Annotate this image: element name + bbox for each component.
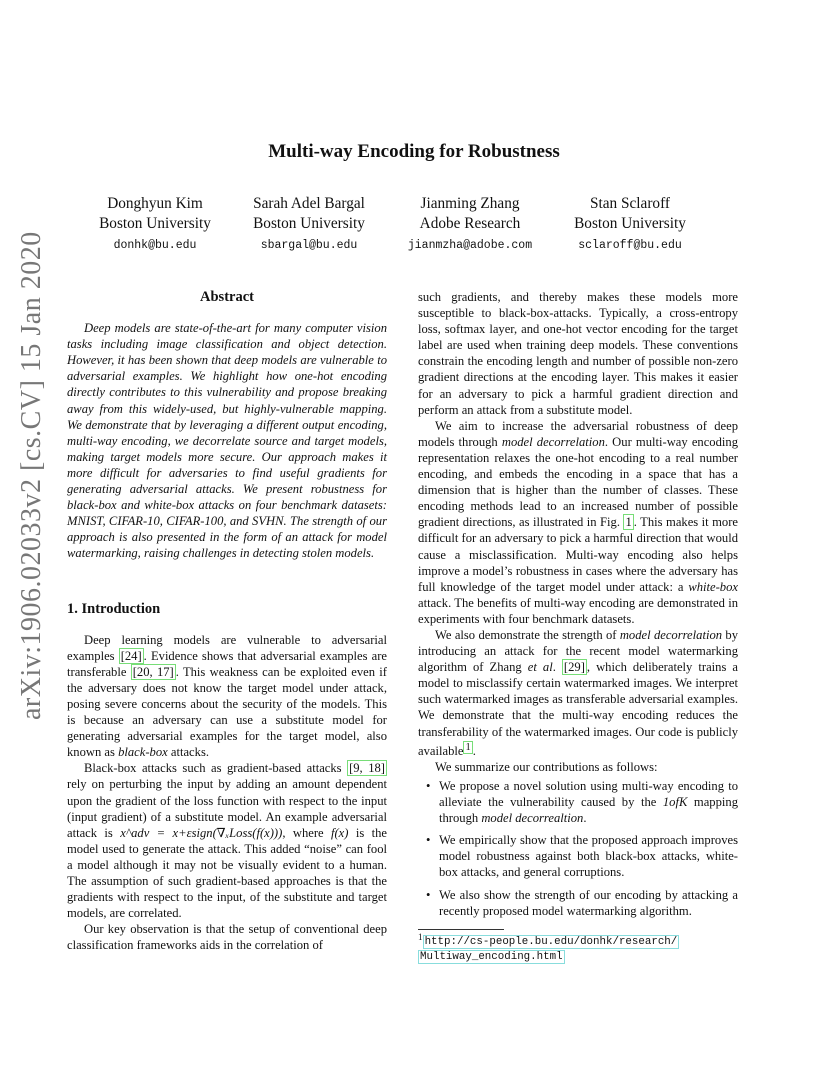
author-block [219,194,399,256]
author-name: Donghyun Kim [107,195,203,212]
intro-paragraph: We aim to increase the adversarial robustness of deep models through model decorrelation. Our multi-way encoding representation relaxes the one-hot encoding to a real number encoding, and embeds the encoding in a space that has a dimension that is higher than the number of classes. These encoding methods lead to an increased number of possible gradient directions, as illustrated in Fig. 1 . This makes it more difficult for an adversary to pick a harmful direction that would cause a misclassification. Multi-way encoding also helps improve a model’s robustness in cases where the adversary has full knowledge of the target model under attack: a white-box attack. The benefits of multi-way encoding are demonstrated in experiments with four benchmark datasets. [418,418,739,626]
author-block [540,194,720,256]
footnote-url[interactable]: http://cs-people.bu.edu/donhk/research/ [424,936,678,949]
footnote-url[interactable]: Multiway_encoding.html [420,951,563,964]
math-inline: x^adv = x+εsign(∇ₓLoss(f(x))) [120,825,283,840]
list-item: • We propose a novel solution using multi-way encoding to alleviate the vulnerability caused by the 1ofK mapping through model decorrealtion. [439,778,738,826]
citation-link[interactable]: [24] [120,648,142,663]
intro-paragraph: Black-box attacks such as gradient-based attacks [9, 18] rely on perturbing the input by adding an amount dependent upon the gradient of the loss function with respect to the input (input gradient) of a substitute model. An example adversarial attack is x^adv = x+εsign(∇ₓLoss(f(x))), where f(x) is the model used to generate the attack. This added “noise” can fool a model although it may not be visually evident to a human. The assumption of such gradient-based approaches is that the gradients with respect to the input, of the substitute and target models, are correlated. [67,761,387,921]
author-affiliation: Adobe Research [419,215,521,232]
contribution-list [418,778,738,919]
author-email: donhk@bu.edu [113,239,197,252]
author-name: Jianming Zhang [420,195,520,212]
abstract-heading: Abstract [200,289,254,305]
section-heading: 1. Introduction [67,600,161,617]
paper-title: Multi-way Encoding for Robustness [268,141,560,162]
arxiv-side-stamp: arXiv:1906.02033v2 [cs.CV] 15 Jan 2020 [16,231,47,720]
author-name: Sarah Adel Bargal [253,195,365,212]
right-column [418,289,738,964]
list-item: • We also show the strength of our encoding by attacking a recently proposed model watermarking algorithm. [439,887,738,919]
figure-link[interactable]: 1 [625,515,632,530]
footnote: $^1$ http://cs-people.bu.edu/donhk/research/ Multiway_encoding.html [418,931,678,964]
intro-paragraph: We summarize our contributions as follows: [435,759,658,774]
intro-paragraph: such gradients, and thereby makes these models more susceptible to black-box-attacks. Typically, a cross-entropy loss, softmax layer, and one-hot vector encoding for the target label are used when training deep models. These conventions constrain the encoding length and number of possible non-zero gradient directions at the encoding layer. This makes it easier for an adversary to pick a harmful gradient direction and perform an attack from a substitute model. [418,290,738,417]
abstract-text: Deep models are state-of-the-art for many computer vision tasks including image classification and object detection. However, it has been shown that deep models are vulnerable to adversarial examples. We highlight how one-hot encoding directly contributes to this vulnerability and propose breaking away from this widely-used, but highly-vulnerable mapping. We demonstrate that by leveraging a different output encoding, multi-way encoding, we decorrelate source and target models, making target models more secure. Our approach makes it more difficult for adversaries to find useful gradients for generating adversarial attacks. We present robustness for black-box and white-box attacks on four benchmark datasets: MNIST, CIFAR-10, CIFAR-100, and SVHN. The strength of our approach is also presented in the form of an attack for model watermarking, raising challenges in detecting stolen models. [67,321,387,561]
citation-link[interactable]: [29] [563,660,585,675]
author-name: Stan Sclaroff [589,195,670,212]
author-email: sbargal@bu.edu [260,239,358,252]
math-inline: 1ofK [662,795,688,810]
author-block [380,194,560,256]
footnote-link[interactable]: 1 [465,741,471,753]
author-email: sclaroff@bu.edu [578,239,682,252]
math-inline: f(x) [330,825,349,840]
intro-paragraph: Our key observation is that the setup of conventional deep classification frameworks aids in the correlation of [67,922,387,953]
intro-paragraph: Deep learning models are vulnerable to adversarial examples [24] . Evidence shows that adversarial examples are transferable [20, 17] . This weakness can be exploited even if the adversary does not know the target model under attack, posing severe concerns about the security of the models. This is because an adversary can use a substitute model for generating adversarial examples for the target model, also known as black-box attacks. [67,632,387,760]
author-affiliation: Boston University [574,215,686,232]
citation-link[interactable]: [9, 18] [349,761,385,776]
list-item: • We empirically show that the proposed approach improves model robustness against both black-box attacks, white-box attacks, and general corruptions. [439,832,738,880]
author-block [65,194,245,256]
author-email: jianmzha@adobe.com [407,239,533,252]
author-affiliation: Boston University [253,215,365,232]
citation-link[interactable]: [20, 17] [132,664,174,679]
left-column [67,289,387,953]
intro-paragraph: We also demonstrate the strength of model decorrelation by introducing an attack for the recent model watermarking algorithm of Zhang et al. [29] , which deliberately trains a model to misclassify certain watermarked images. We interpret such watermarked images as transferable adversarial examples. We demonstrate that the multi-way encoding reduces the transferability of the watermarked images. Our code is publicly available $^1$ . [418,627,739,758]
author-affiliation: Boston University [99,215,211,232]
